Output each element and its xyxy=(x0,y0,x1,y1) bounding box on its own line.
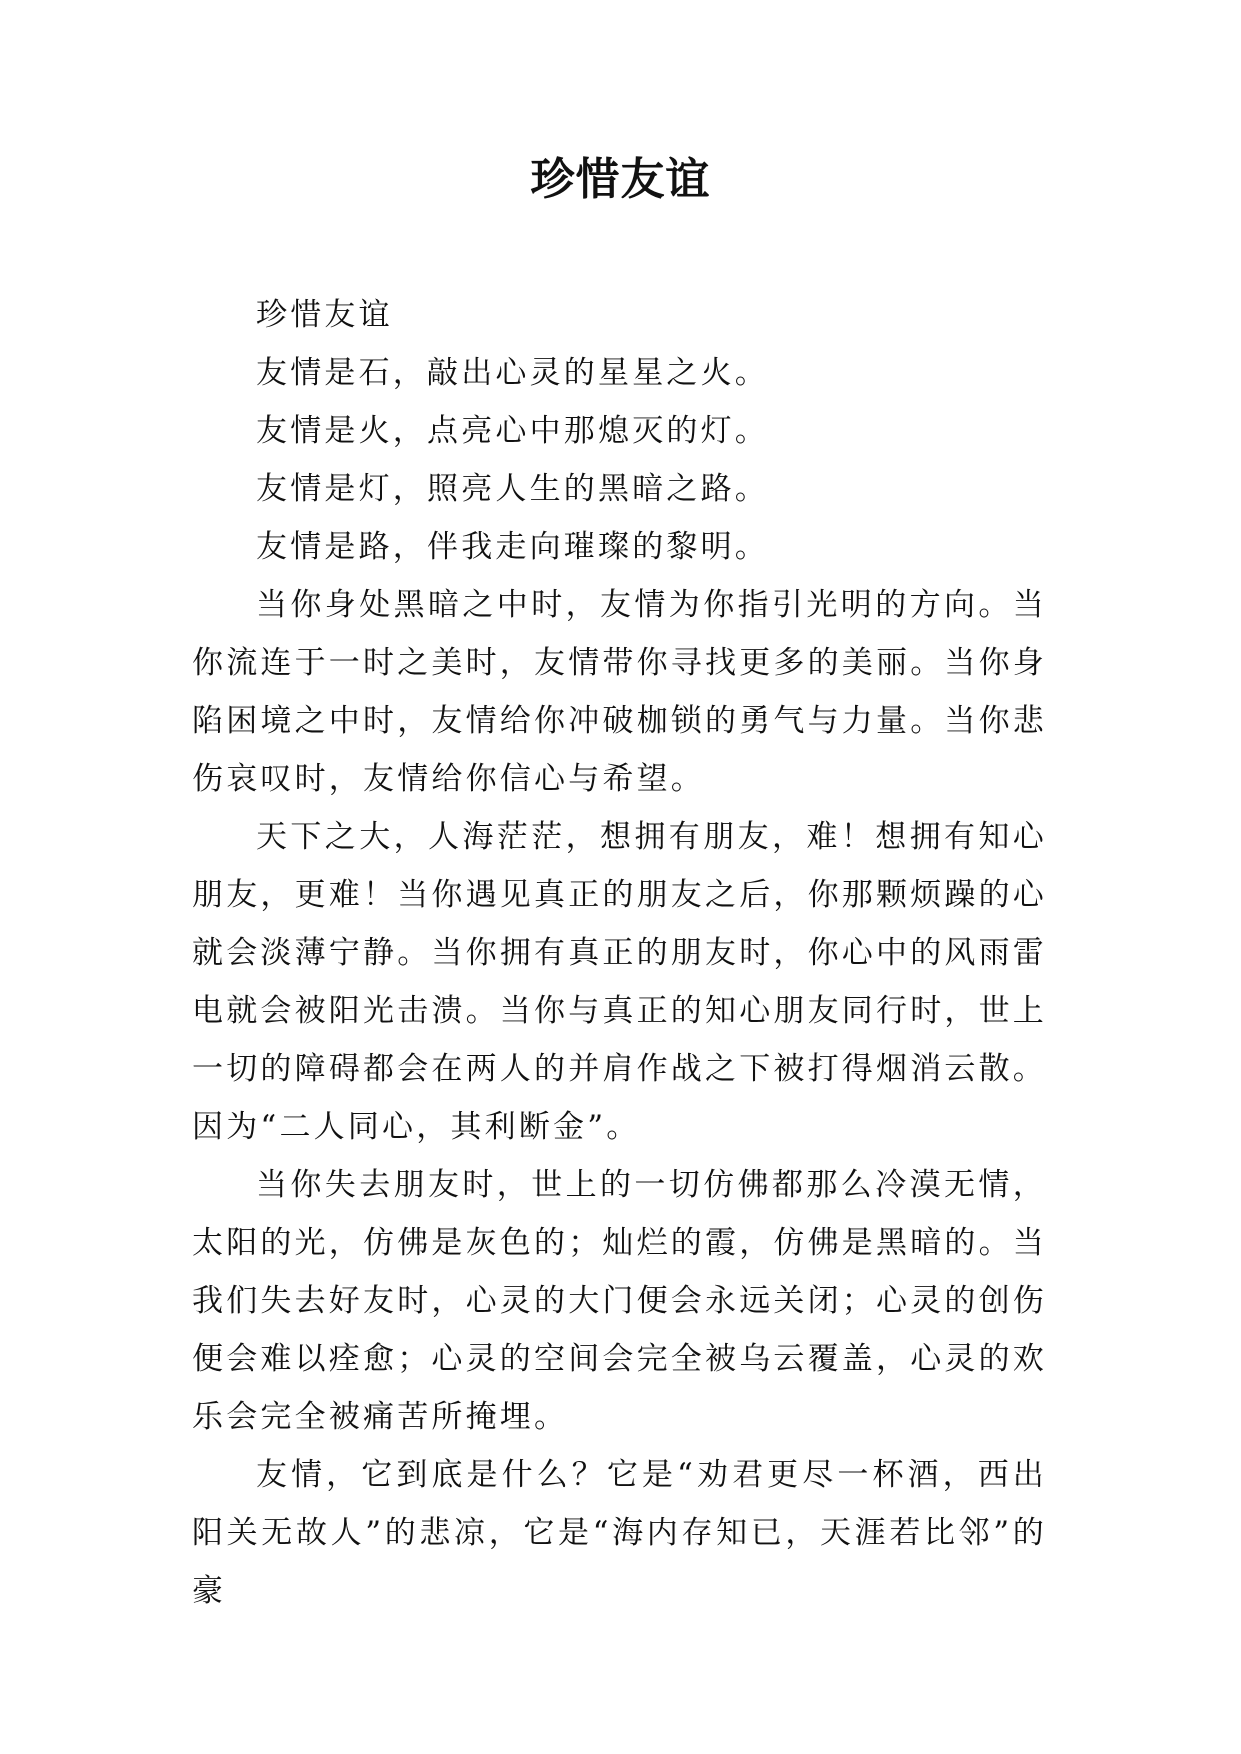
paragraph: 天下之大，人海茫茫，想拥有朋友，难！想拥有知心朋友，更难！当你遇见真正的朋友之后，你那颗烦躁的心就会淡薄宁静。当你拥有真正的朋友时，你心中的风雨雷电就会被阳光击溃。当你与真正的知心朋友同行时，世上一切的障碍都会在两人的并肩作战之下被打得烟消云散。因为“二人同心，其利断金”。 xyxy=(192,819,1047,1145)
paragraph: 友情是灯，照亮人生的黑暗之路。 xyxy=(256,471,769,507)
paragraph: 友情是火，点亮心中那熄灭的灯。 xyxy=(256,413,769,449)
paragraph: 当你身处黑暗之中时，友情为你指引光明的方向。当你流连于一时之美时，友情带你寻找更多的美丽。当你身陷困境之中时，友情给你冲破枷锁的勇气与力量。当你悲伤哀叹时，友情给你信心与希望。 xyxy=(192,587,1047,797)
paragraph: 友情是石，敲出心灵的星星之火。 xyxy=(256,355,769,391)
page-title: 珍惜友谊 xyxy=(530,154,711,205)
paragraph: 友情是路，伴我走向璀璨的黎明。 xyxy=(256,529,769,565)
document-body xyxy=(192,286,1047,1620)
paragraph-subtitle: 珍惜友谊 xyxy=(256,297,393,333)
paragraph: 当你失去朋友时，世上的一切仿佛都那么冷漠无情，太阳的光，仿佛是灰色的；灿烂的霞，仿佛是黑暗的。当我们失去好友时，心灵的大门便会永远关闭；心灵的创伤便会难以痊愈；心灵的空间会完全被乌云覆盖，心灵的欢乐会完全被痛苦所掩埋。 xyxy=(192,1167,1047,1435)
paragraph: 友情，它到底是什么？它是“劝君更尽一杯酒，西出阳关无故人”的悲凉，它是“海内存知已，天涯若比邻”的豪 xyxy=(192,1457,1047,1609)
